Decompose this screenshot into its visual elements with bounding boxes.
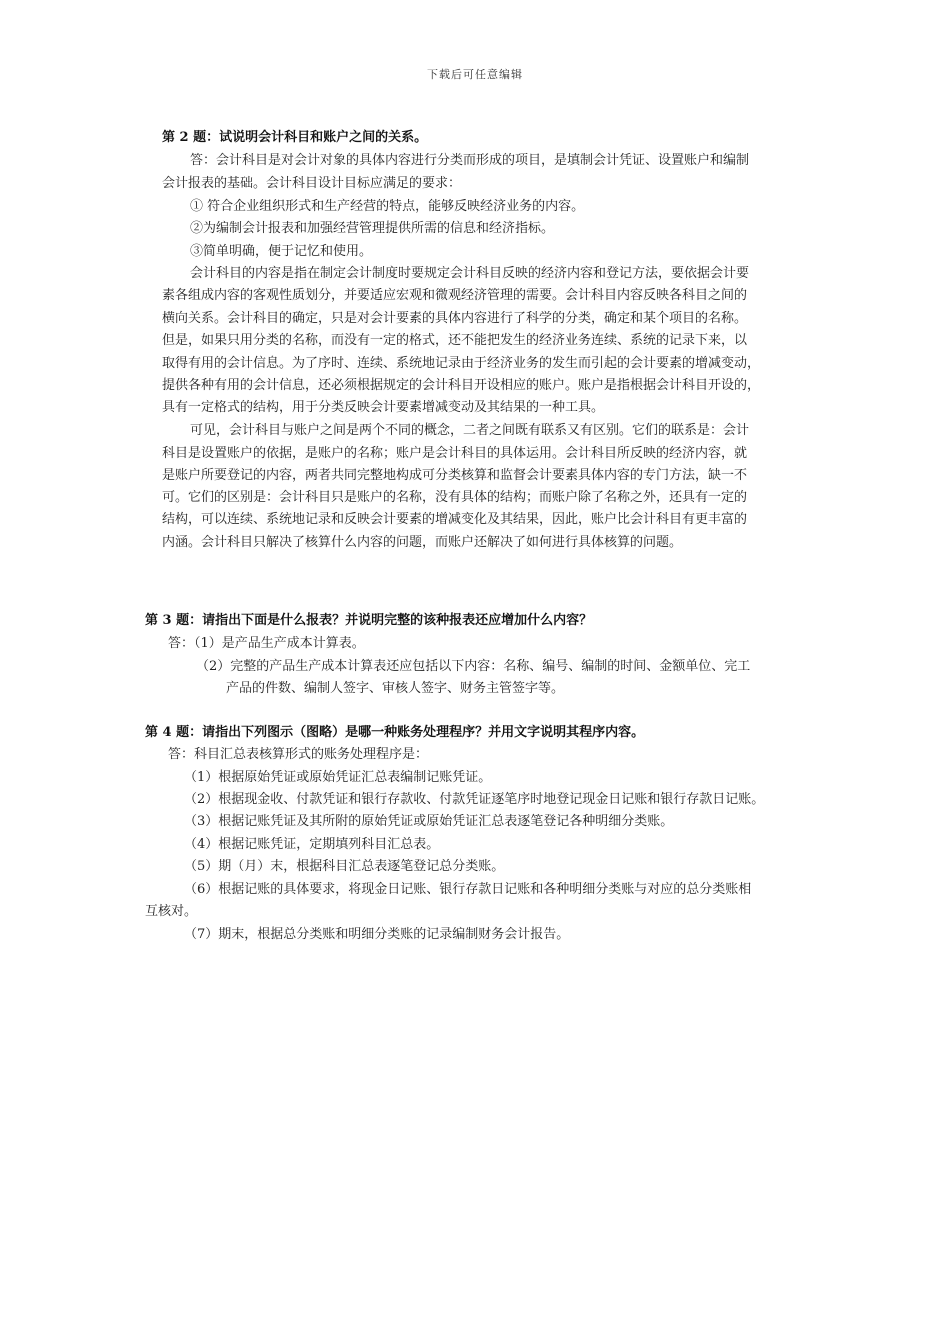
q3-title: 第 3 题：请指出下面是什么报表？并说明完整的该种报表还应增加什么内容？ — [145, 613, 593, 628]
q2-line: 素各组成内容的客观性质划分，并要适应宏观和微观经济管理的需要。会计科目内容反映各科目之间的 — [162, 288, 748, 303]
q3-line: （2）完整的产品生产成本计算表还应包括以下内容：名称、编号、编制的时间、金额单位、完工 — [196, 659, 751, 674]
q4-line: 互核对。 — [145, 904, 198, 919]
q2-line: ① 符合企业组织形式和生产经营的特点，能够反映经济业务的内容。 — [190, 199, 585, 214]
q2-line: 是账户所要登记的内容，两者共同完整地构成可分类核算和监督会计要素具体内容的专门方法，缺一不 — [162, 468, 748, 483]
q4-line: （2）根据现金收、付款凭证和银行存款收、付款凭证逐笔序时地登记现金日记账和银行存款日记账。 — [184, 792, 765, 807]
q2-line: 科目是设置账户的依据，是账户的名称；账户是会计科目的具体运用。会计科目所反映的经济内容，就 — [162, 446, 748, 461]
q3-line: 产品的件数、编制人签字、审核人签字、财务主管签字等。 — [226, 681, 565, 696]
q4-line: （1）根据原始凭证或原始凭证汇总表编制记账凭证。 — [184, 770, 492, 785]
q4-line: （5）期（月）末，根据科目汇总表逐笔登记总分类账。 — [184, 859, 505, 874]
q2-line: 可见，会计科目与账户之间是两个不同的概念，二者之间既有联系又有区别。它们的联系是：会计 — [190, 423, 750, 438]
q2-line: 答：会计科目是对会计对象的具体内容进行分类而形成的项目，是填制会计凭证、设置账户和编制 — [190, 153, 750, 168]
q4-line: （4）根据记账凭证，定期填列科目汇总表。 — [184, 837, 440, 852]
q2-line: 取得有用的会计信息。为了序时、连续、系统地记录由于经济业务的发生而引起的会计要素的增减变动， — [162, 356, 761, 371]
q2-line: 可。它们的区别是：会计科目只是账户的名称，没有具体的结构；而账户除了名称之外，还具有一定的 — [162, 490, 748, 505]
q2-line: ②为编制会计报表和加强经营管理提供所需的信息和经济指标。 — [190, 221, 555, 236]
q4-title: 第 4 题：请指出下列图示（图略）是哪一种账务处理程序？并用文字说明其程序内容。 — [145, 725, 645, 740]
q3-line: 答：（1）是产品生产成本计算表。 — [168, 636, 365, 651]
q4-line: （7）期末，根据总分类账和明细分类账的记录编制财务会计报告。 — [184, 927, 570, 942]
page-header: 下载后可任意编辑 — [427, 68, 523, 81]
q4-line: （3）根据记账凭证及其所附的原始凭证或原始凭证汇总表逐笔登记各种明细分类账。 — [184, 814, 674, 829]
q2-line: ③简单明确，便于记忆和使用。 — [190, 244, 373, 259]
q2-line: 但是，如果只用分类的名称，而没有一定的格式，还不能把发生的经济业务连续、系统的记录下来，以 — [162, 333, 748, 348]
q2-line: 具有一定格式的结构，用于分类反映会计要素增减变动及其结果的一种工具。 — [162, 400, 605, 415]
q2-line: 会计报表的基础。会计科目设计目标应满足的要求： — [162, 176, 462, 191]
q4-line: （6）根据记账的具体要求，将现金日记账、银行存款日记账和各种明细分类账与对应的总分类账相 — [184, 882, 752, 897]
q2-line: 提供各种有用的会计信息，还必须根据规定的会计科目开设相应的账户。账户是指根据会计科目开设的， — [162, 378, 761, 393]
q2-title: 第 2 题：试说明会计科目和账户之间的关系。 — [162, 130, 428, 145]
q2-line: 结构，可以连续、系统地记录和反映会计要素的增减变化及其结果，因此，账户比会计科目有更丰富的 — [162, 512, 748, 527]
q2-line: 横向关系。会计科目的确定，只是对会计要素的具体内容进行了科学的分类，确定和某个项目的名称。 — [162, 311, 748, 326]
q2-line: 会计科目的内容是指在制定会计制度时要规定会计科目反映的经济内容和登记方法，要依据会计要 — [190, 266, 750, 281]
q2-line: 内涵。会计科目只解决了核算什么内容的问题，而账户还解决了如何进行具体核算的问题。 — [162, 535, 683, 550]
q4-line: 答：科目汇总表核算形式的账务处理程序是： — [168, 747, 429, 762]
